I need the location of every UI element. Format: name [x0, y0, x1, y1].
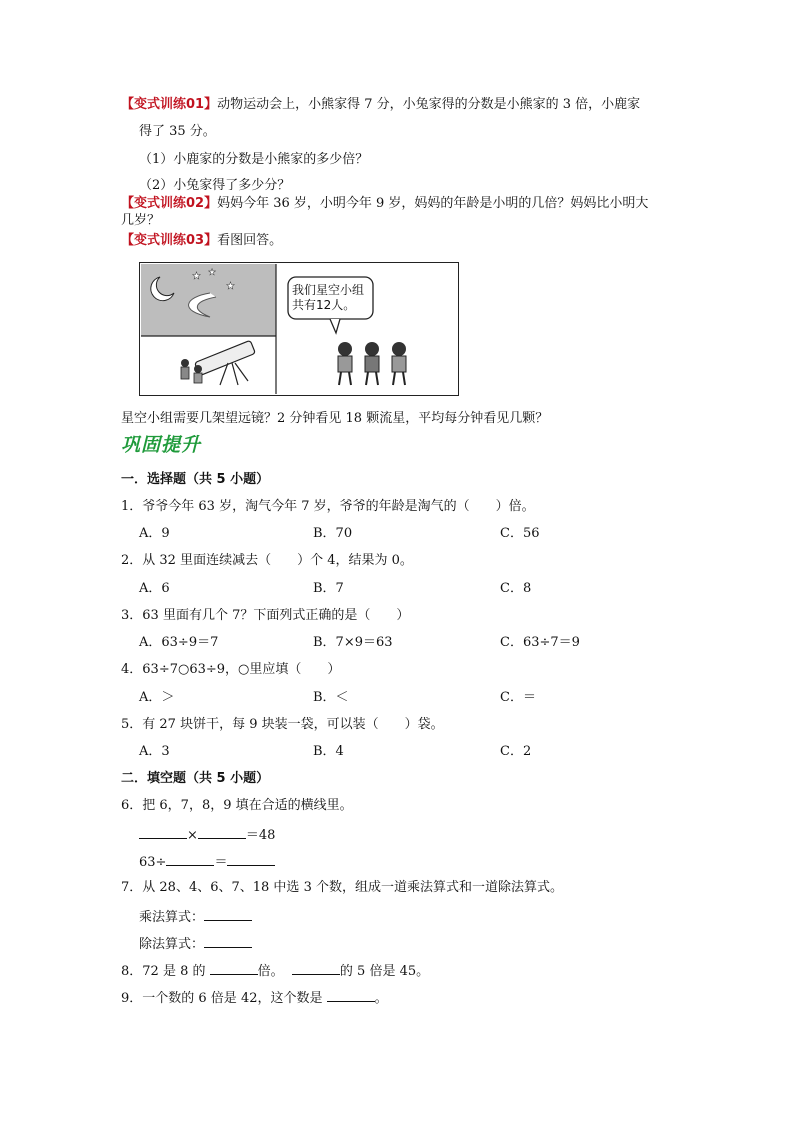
answer-blank[interactable]	[210, 961, 258, 975]
star-icon: ★	[208, 268, 217, 278]
variant-1-tag: 【变式训练01】	[121, 97, 218, 112]
q9-part-a: 9．一个数的 6 倍是 42，这个数是	[121, 991, 323, 1006]
choice-3-option-a: A．63÷9＝7	[139, 635, 219, 650]
equals-sign: ＝	[214, 855, 228, 870]
answer-blank[interactable]	[292, 961, 340, 975]
fill-7-division	[139, 934, 252, 954]
fill-question-6: 6．把 6，7，8，9 填在合适的横线里。	[121, 798, 353, 813]
variant-2-text-a: 妈妈今年 36 岁，小明今年 9 岁，妈妈的年龄是小明的几倍？妈妈比小明大	[217, 196, 649, 211]
variant-3-tag: 【变式训练03】	[121, 233, 218, 248]
choice-5-option-b: B．4	[313, 744, 344, 759]
fill-heading: 二．填空题（共 5 小题）	[121, 771, 270, 786]
choice-3-option-c: C．63÷7＝9	[500, 635, 580, 650]
equals-48: ＝48	[245, 828, 276, 843]
answer-blank[interactable]	[204, 934, 252, 948]
fill-question-8	[121, 961, 429, 981]
choice-heading: 一．选择题（共 5 小题）	[121, 472, 270, 487]
variant-1-line-1	[121, 96, 640, 114]
answer-blank[interactable]	[139, 825, 187, 839]
choice-4-option-a: A．＞	[139, 690, 175, 705]
choice-1-option-b: B．70	[313, 526, 353, 541]
variant-2-line-1	[121, 195, 648, 213]
stargazing-illustration	[139, 262, 459, 396]
star-icon: ★	[226, 281, 235, 292]
section-title: 巩固提升	[121, 434, 202, 456]
variant-3-text: 看图回答。	[217, 233, 283, 248]
choice-question-2: 2．从 32 里面连续减去（ ）个 4，结果为 0。	[121, 553, 413, 568]
choice-question-4: 4．63÷7○63÷9，○里应填（ ）	[121, 662, 341, 677]
answer-blank[interactable]	[327, 988, 375, 1002]
q8-part-a: 8．72 是 8 的	[121, 964, 206, 979]
answer-blank[interactable]	[198, 825, 246, 839]
q8-part-c: 的 5 倍是 45。	[339, 964, 430, 979]
answer-blank[interactable]	[227, 852, 275, 866]
choice-2-option-c: C．8	[500, 581, 532, 596]
variant-1-question-1: （1）小鹿家的分数是小熊家的多少倍？	[139, 152, 369, 167]
q9-part-b: 。	[374, 991, 388, 1006]
answer-blank[interactable]	[204, 907, 252, 921]
choice-5-option-c: C．2	[500, 744, 532, 759]
variant-1-text-b: 得了 35 分。	[139, 124, 216, 139]
choice-2-option-a: A．6	[139, 581, 170, 596]
choice-question-1: 1．爷爷今年 63 岁，淘气今年 7 岁，爷爷的年龄是淘气的（ ）倍。	[121, 499, 535, 514]
division-label: 除法算式：	[139, 937, 205, 952]
choice-5-option-a: A．3	[139, 744, 170, 759]
child-icon	[181, 359, 189, 367]
choice-2-option-b: B．7	[313, 581, 344, 596]
variant-3-question: 星空小组需要几架望远镜？2 分钟看见 18 颗流星，平均每分钟看见几颗？	[121, 411, 549, 426]
answer-blank[interactable]	[166, 852, 214, 866]
choice-question-5: 5．有 27 块饼干，每 9 块装一袋，可以装（ ）袋。	[121, 717, 444, 732]
fill-6-line-2	[139, 852, 275, 872]
fill-6-line-1	[139, 825, 275, 845]
times-sign: ×	[187, 828, 198, 843]
speech-bubble-text: 我们星空小组共有12人。	[292, 283, 365, 312]
variant-2-tag: 【变式训练02】	[121, 196, 218, 211]
choice-3-option-b: B．7×9＝63	[313, 635, 393, 650]
variant-1-question-2: （2）小兔家得了多少分？	[139, 178, 291, 193]
choice-1-option-c: C．56	[500, 526, 540, 541]
fill-question-9	[121, 988, 388, 1008]
choice-4-option-c: C．＝	[500, 690, 536, 705]
choice-4-option-b: B．＜	[313, 690, 349, 705]
multiplication-label: 乘法算式：	[139, 910, 205, 925]
choice-1-option-a: A．9	[139, 526, 170, 541]
children-group-icon	[338, 342, 406, 385]
fill-7-multiplication	[139, 907, 252, 927]
q8-part-b: 倍。	[257, 964, 284, 979]
child-icon	[194, 365, 202, 373]
star-icon: ★	[192, 271, 201, 282]
choice-question-3: 3．63 里面有几个 7？下面列式正确的是（ ）	[121, 608, 410, 623]
variant-1-text-a: 动物运动会上，小熊家得 7 分，小兔家得的分数是小熊家的 3 倍，小鹿家	[217, 97, 641, 112]
variant-3-line	[121, 232, 282, 250]
variant-2-text-b: 几岁？	[121, 213, 161, 228]
divide-63: 63÷	[139, 855, 167, 870]
fill-question-7: 7．从 28、4、6、7、18 中选 3 个数，组成一道乘法算式和一道除法算式。	[121, 880, 563, 895]
